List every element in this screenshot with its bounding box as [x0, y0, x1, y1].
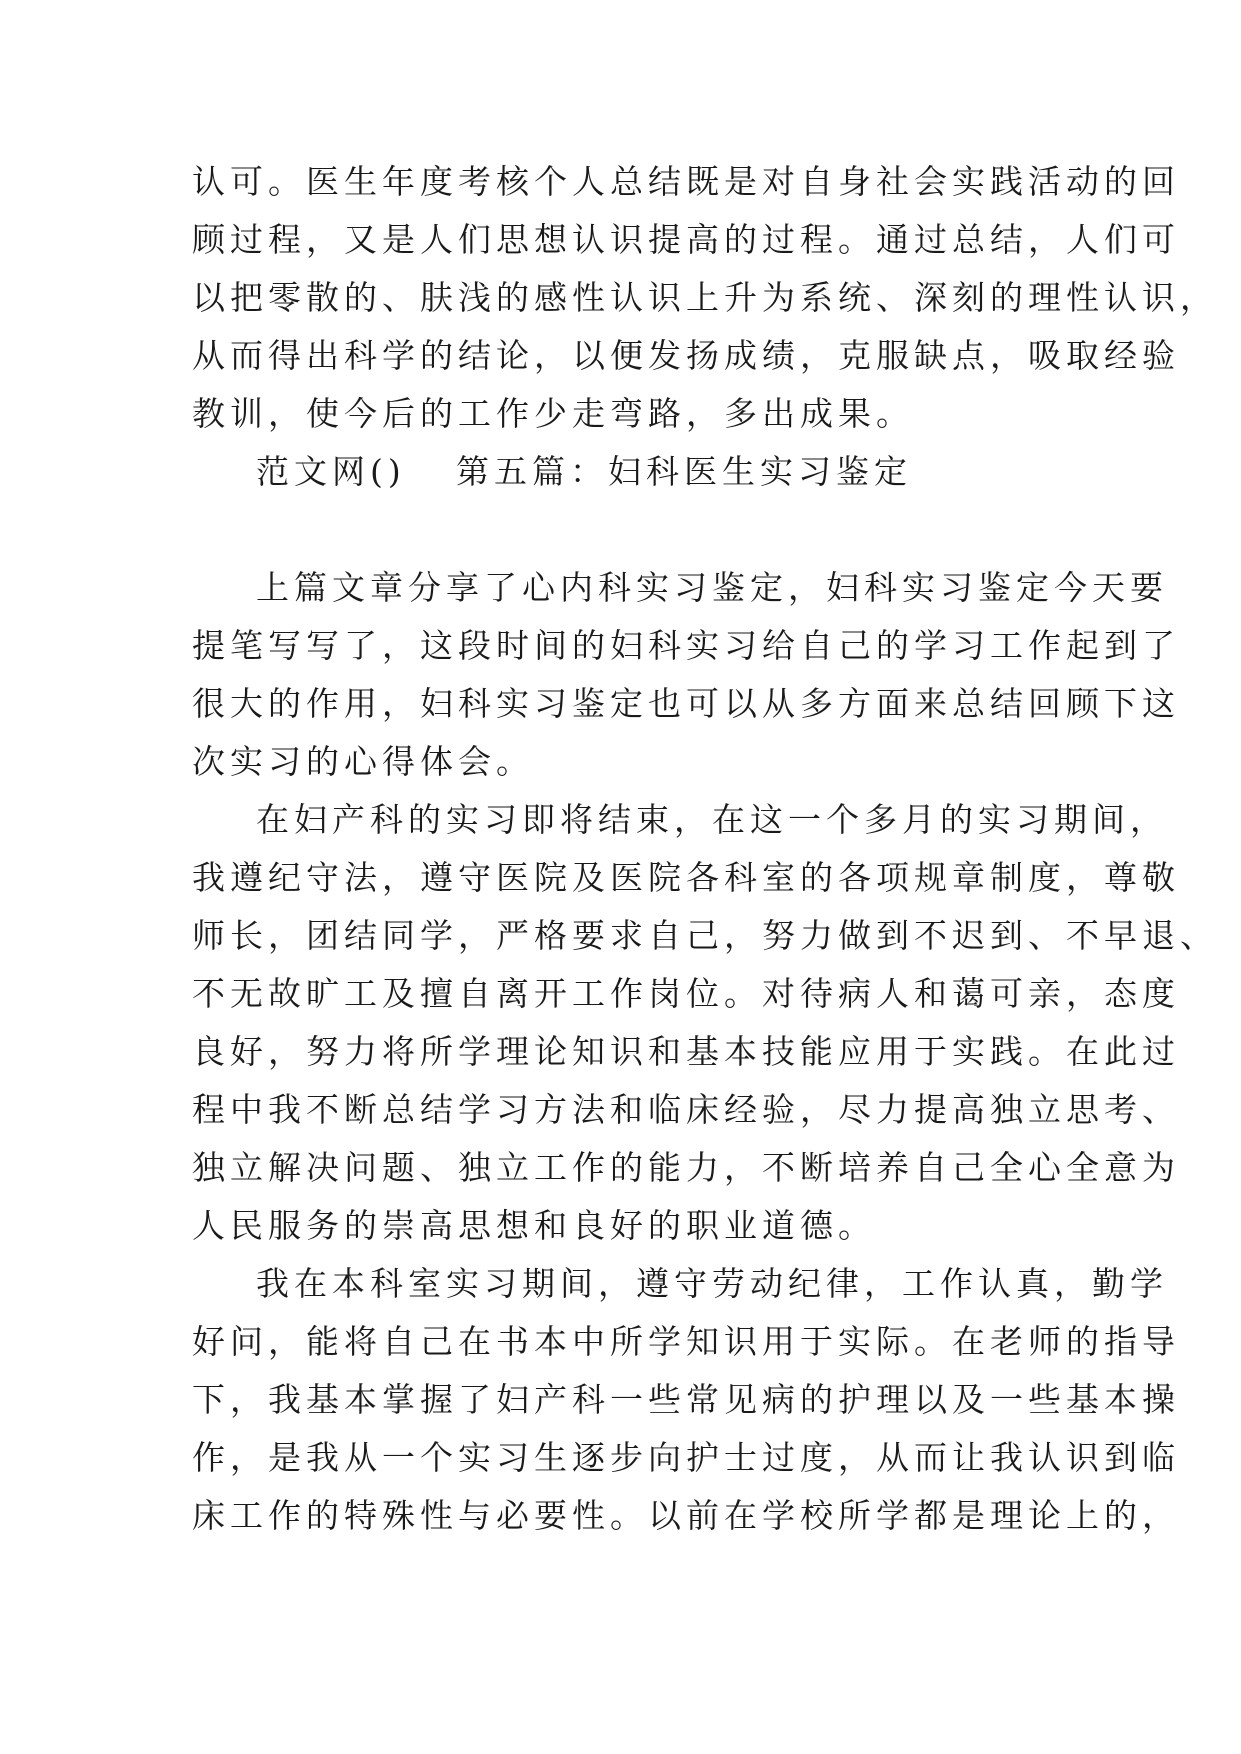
text-line: 独立解决问题、独立工作的能力，不断培养自己全心全意为	[192, 1148, 1180, 1187]
paragraph-first-line: 在妇产科的实习即将结束，在这一个多月的实习期间，	[256, 800, 1168, 839]
section-title: 第五篇：妇科医生实习鉴定	[456, 452, 912, 491]
text-line: 作，是我从一个实习生逐步向护士过度，从而让我认识到临	[192, 1438, 1180, 1477]
text-line: 提笔写写了，这段时间的妇科实习给自己的学习工作起到了	[192, 626, 1180, 665]
text-line: 很大的作用，妇科实习鉴定也可以从多方面来总结回顾下这	[192, 684, 1180, 723]
text-line: 从而得出科学的结论，以便发扬成绩，克服缺点，吸取经验	[192, 336, 1180, 375]
text-line: 师长，团结同学，严格要求自己，努力做到不迟到、不早退、	[192, 916, 1218, 955]
text-line: 下，我基本掌握了妇产科一些常见病的护理以及一些基本操	[192, 1380, 1180, 1419]
text-line: 次实习的心得体会。	[192, 742, 534, 781]
section-heading	[256, 442, 1076, 502]
text-line: 以把零散的、肤浅的感性认识上升为系统、深刻的理性认识，	[192, 278, 1218, 317]
site-name: 范文网()	[256, 452, 406, 491]
text-line: 顾过程，又是人们思想认识提高的过程。通过总结，人们可	[192, 220, 1180, 259]
text-line: 好问，能将自己在书本中所学知识用于实际。在老师的指导	[192, 1322, 1180, 1361]
paragraph-first-line: 我在本科室实习期间，遵守劳动纪律，工作认真，勤学	[256, 1264, 1168, 1303]
paragraph-first-line: 上篇文章分享了心内科实习鉴定，妇科实习鉴定今天要	[256, 568, 1168, 607]
text-line: 程中我不断总结学习方法和临床经验，尽力提高独立思考、	[192, 1090, 1180, 1129]
text-line: 人民服务的崇高思想和良好的职业道德。	[192, 1206, 876, 1245]
text-line: 床工作的特殊性与必要性。以前在学校所学都是理论上的，	[192, 1496, 1180, 1535]
text-line: 认可。医生年度考核个人总结既是对自身社会实践活动的回	[192, 162, 1180, 201]
text-line: 我遵纪守法，遵守医院及医院各科室的各项规章制度，尊敬	[192, 858, 1180, 897]
text-line: 不无故旷工及擅自离开工作岗位。对待病人和蔼可亲，态度	[192, 974, 1180, 1013]
text-line: 良好，努力将所学理论知识和基本技能应用于实践。在此过	[192, 1032, 1180, 1071]
text-line: 教训，使今后的工作少走弯路，多出成果。	[192, 394, 914, 433]
